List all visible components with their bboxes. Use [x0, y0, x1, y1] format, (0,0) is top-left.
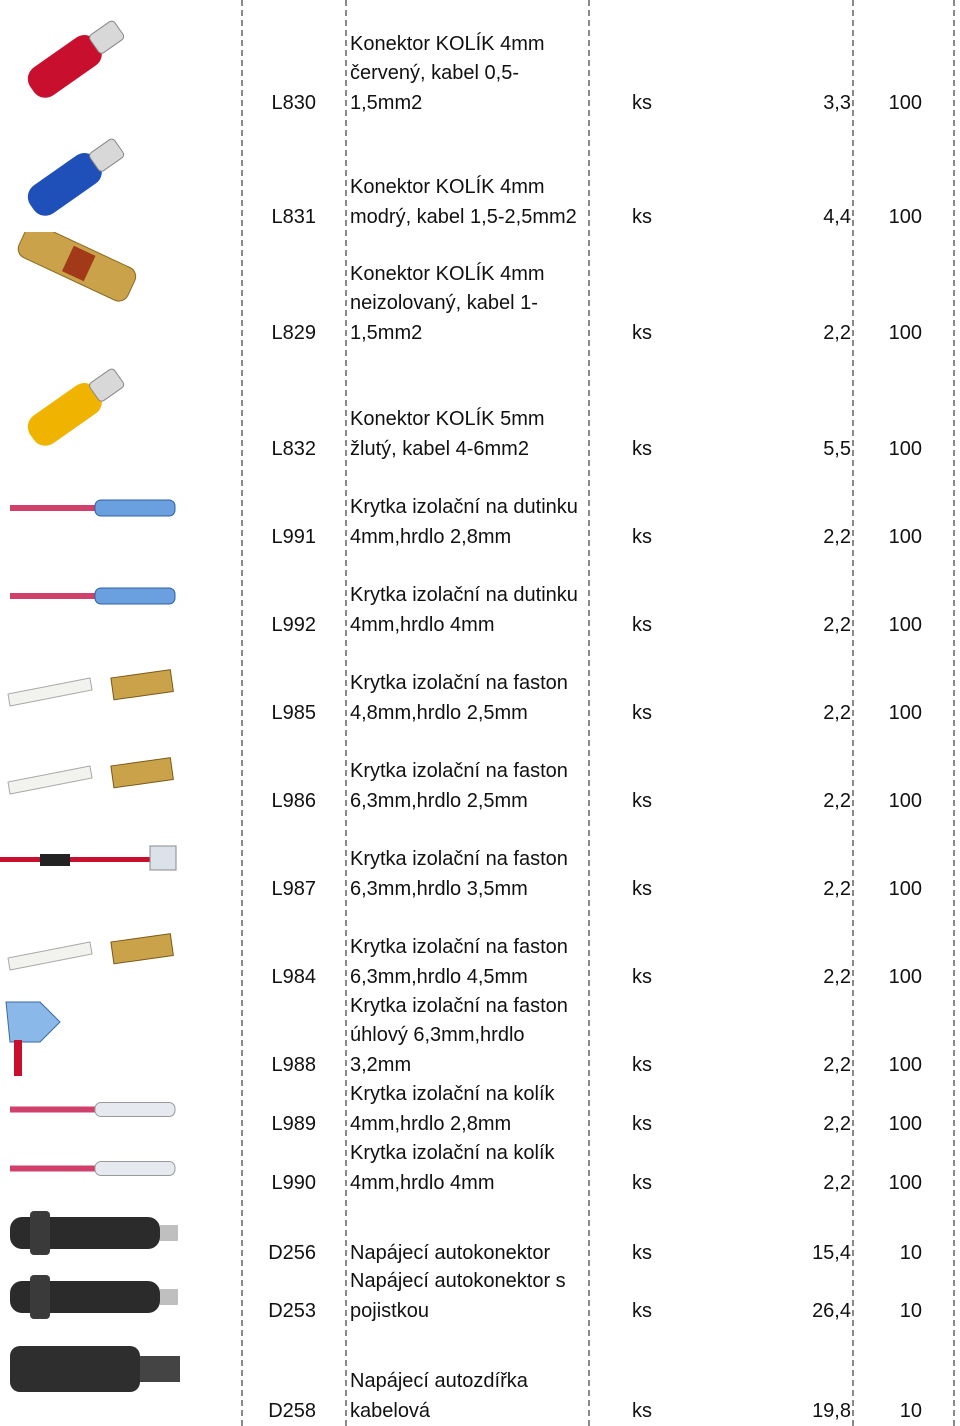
unit: ks [632, 1171, 652, 1194]
product-code: L988 [271, 1053, 316, 1076]
product-description [350, 173, 590, 232]
unit: ks [632, 877, 652, 900]
product-image [0, 1326, 240, 1426]
price: 3,3 [823, 91, 851, 114]
product-code: L829 [271, 321, 316, 344]
description-line: kabelová [350, 1399, 431, 1422]
description-line: 6,3mm,hrdlo 4,5mm [350, 965, 528, 988]
product-image [0, 464, 240, 552]
product-description [350, 1367, 590, 1426]
description-line: Krytka izolační na kolík [350, 1083, 555, 1105]
description-line: modrý, kabel 1,5-2,5mm2 [350, 205, 577, 228]
product-description [350, 1139, 590, 1198]
product-code: D258 [268, 1399, 316, 1422]
table-row [0, 992, 960, 1080]
table-row [0, 1198, 960, 1268]
price: 4,4 [823, 205, 851, 228]
price: 2,2 [823, 1053, 851, 1076]
description-line: 4mm,hrdlo 4mm [350, 1171, 495, 1194]
price: 5,5 [823, 437, 851, 460]
description-line: úhlový 6,3mm,hrdlo [350, 1024, 525, 1046]
description-line: Napájecí autokonektor [350, 1241, 551, 1264]
description-line: Napájecí autokonektor s [350, 1270, 566, 1292]
product-description [350, 669, 590, 728]
pack-quantity: 100 [888, 91, 922, 114]
product-image [0, 1198, 240, 1268]
description-line: Napájecí autozdířka [350, 1370, 528, 1392]
pack-quantity: 100 [888, 965, 922, 988]
description-line: Konektor KOLÍK 4mm [350, 32, 545, 55]
pack-quantity: 100 [888, 525, 922, 548]
price: 2,2 [823, 877, 851, 900]
product-code: D256 [268, 1241, 316, 1264]
description-line: Konektor KOLÍK 4mm [350, 176, 545, 198]
table-row [0, 1080, 960, 1139]
product-image [0, 0, 240, 118]
table-row [0, 552, 960, 640]
pack-quantity: 10 [899, 1241, 922, 1264]
pack-quantity: 100 [888, 321, 922, 344]
description-line: Krytka izolační na faston [350, 994, 568, 1017]
price: 2,2 [823, 525, 851, 548]
unit: ks [632, 1053, 652, 1076]
description-line: Krytka izolační na faston [350, 760, 568, 782]
price: 2,2 [823, 321, 851, 344]
product-code: D253 [268, 1299, 316, 1322]
product-description [350, 405, 590, 464]
unit: ks [632, 1299, 652, 1322]
unit: ks [632, 1241, 652, 1264]
unit: ks [632, 1399, 652, 1422]
description-line: červený, kabel 0,5- [350, 62, 519, 84]
product-code: L987 [271, 877, 316, 900]
table-row [0, 1268, 960, 1326]
price: 2,2 [823, 701, 851, 724]
description-line: Konektor KOLÍK 4mm [350, 262, 545, 285]
description-line: 6,3mm,hrdlo 2,5mm [350, 789, 528, 812]
description-line: 4mm,hrdlo 2,8mm [350, 1112, 512, 1135]
description-line: Krytka izolační na faston [350, 936, 568, 958]
product-image [0, 816, 240, 904]
description-line: 4,8mm,hrdlo 2,5mm [350, 701, 528, 724]
description-line: 1,5mm2 [350, 321, 423, 344]
product-code: L989 [271, 1112, 316, 1135]
description-line: 3,2mm [350, 1053, 412, 1076]
price: 2,2 [823, 1112, 851, 1135]
product-description [350, 845, 590, 904]
product-description [350, 1267, 590, 1326]
product-description [350, 1239, 590, 1269]
product-image [0, 552, 240, 640]
price: 2,2 [823, 613, 851, 636]
table-row [0, 1326, 960, 1426]
description-line: Krytka izolační na dutinku [350, 584, 578, 606]
table-row [0, 348, 960, 464]
pack-quantity: 100 [888, 789, 922, 812]
table-row [0, 464, 960, 552]
pack-quantity: 100 [888, 613, 922, 636]
unit: ks [632, 525, 652, 548]
unit: ks [632, 205, 652, 228]
table-row [0, 232, 960, 348]
unit: ks [632, 437, 652, 460]
description-line: žlutý, kabel 4-6mm2 [350, 437, 529, 460]
pack-quantity: 100 [888, 1053, 922, 1076]
price: 2,2 [823, 789, 851, 812]
product-description [350, 581, 590, 640]
price: 19,8 [812, 1399, 851, 1422]
unit: ks [632, 321, 652, 344]
pack-quantity: 100 [888, 701, 922, 724]
pack-quantity: 10 [899, 1399, 922, 1422]
product-description [350, 933, 590, 992]
product-image [0, 1080, 240, 1139]
unit: ks [632, 91, 652, 114]
pack-quantity: 100 [888, 205, 922, 228]
product-image [0, 640, 240, 728]
pack-quantity: 100 [888, 1112, 922, 1135]
product-image [0, 728, 240, 816]
price: 15,4 [812, 1241, 851, 1264]
description-line: neizolovaný, kabel 1- [350, 292, 538, 314]
pack-quantity: 10 [899, 1299, 922, 1322]
product-code: L985 [271, 701, 316, 724]
product-code: L990 [271, 1171, 316, 1194]
product-code: L992 [271, 613, 316, 636]
product-image [0, 348, 240, 464]
pack-quantity: 100 [888, 1171, 922, 1194]
product-description [350, 493, 590, 552]
table-row [0, 0, 960, 118]
product-description [350, 1080, 590, 1139]
product-code: L832 [271, 437, 316, 460]
price: 2,2 [823, 965, 851, 988]
table-row [0, 1139, 960, 1198]
pack-quantity: 100 [888, 877, 922, 900]
description-line: 1,5mm2 [350, 91, 423, 114]
unit: ks [632, 613, 652, 636]
table-row [0, 640, 960, 728]
product-description [350, 757, 590, 816]
product-image [0, 118, 240, 232]
product-code: L984 [271, 965, 316, 988]
description-line: pojistkou [350, 1299, 429, 1322]
product-description [350, 30, 590, 119]
product-code: L991 [271, 525, 316, 548]
pack-quantity: 100 [888, 437, 922, 460]
product-image [0, 992, 240, 1080]
price: 26,4 [812, 1299, 851, 1322]
description-line: Krytka izolační na faston [350, 848, 568, 870]
product-image [0, 1268, 240, 1326]
product-description [350, 260, 590, 349]
unit: ks [632, 1112, 652, 1135]
product-code: L986 [271, 789, 316, 812]
table-row [0, 904, 960, 992]
description-line: Krytka izolační na kolík [350, 1142, 555, 1164]
description-line: 4mm,hrdlo 2,8mm [350, 525, 512, 548]
unit: ks [632, 701, 652, 724]
product-description [350, 992, 590, 1081]
price: 2,2 [823, 1171, 851, 1194]
table-row [0, 118, 960, 232]
unit: ks [632, 789, 652, 812]
description-line: Krytka izolační na dutinku [350, 496, 578, 518]
product-image [0, 232, 240, 348]
product-image [0, 904, 240, 992]
unit: ks [632, 965, 652, 988]
product-code: L831 [271, 205, 316, 228]
description-line: 6,3mm,hrdlo 3,5mm [350, 877, 528, 900]
description-line: Krytka izolační na faston [350, 672, 568, 694]
table-row [0, 728, 960, 816]
table-row [0, 816, 960, 904]
product-image [0, 1139, 240, 1198]
product-code: L830 [271, 91, 316, 114]
description-line: 4mm,hrdlo 4mm [350, 613, 495, 636]
description-line: Konektor KOLÍK 5mm [350, 408, 545, 430]
